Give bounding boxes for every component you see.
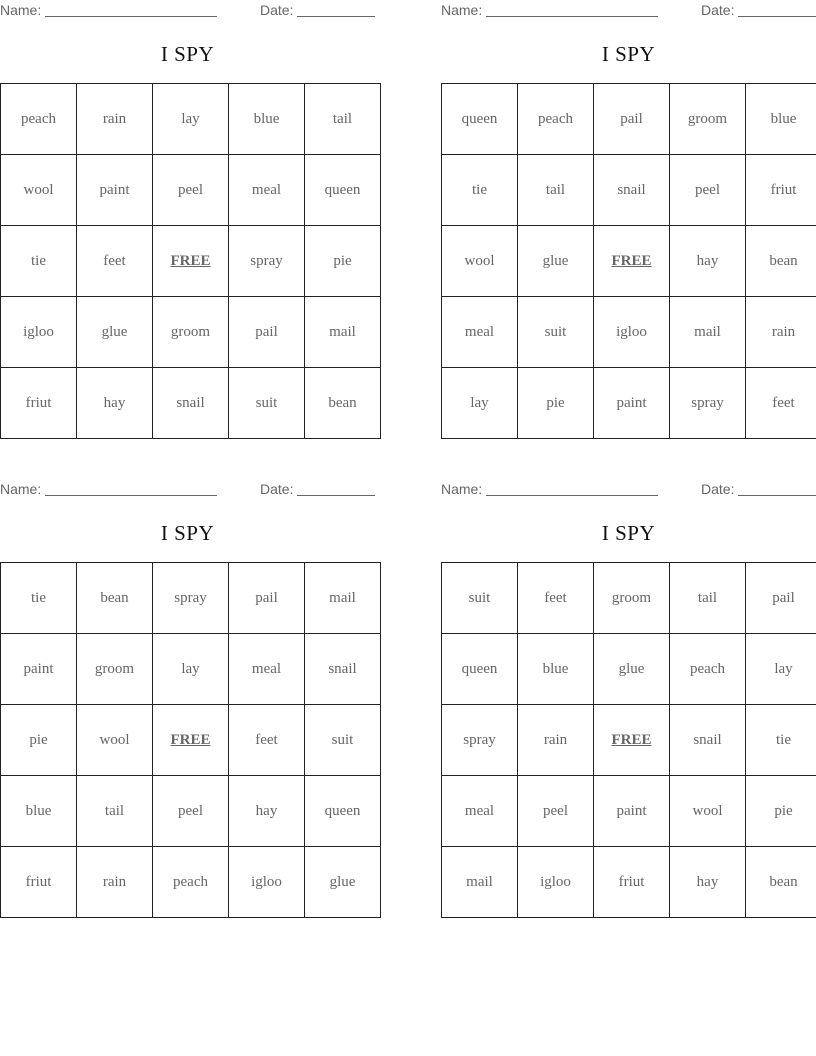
bingo-grid [0, 83, 381, 439]
word-cell[interactable]: pie [518, 368, 594, 439]
word-cell[interactable]: glue [305, 847, 381, 918]
word-cell[interactable]: bean [305, 368, 381, 439]
word-cell[interactable]: paint [77, 155, 153, 226]
word-cell[interactable]: feet [518, 563, 594, 634]
word-cell[interactable]: wool [77, 705, 153, 776]
word-cell[interactable]: tie [1, 226, 77, 297]
name-label: Name: [0, 481, 42, 497]
word-cell[interactable]: wool [670, 776, 746, 847]
word-cell[interactable]: peel [153, 776, 229, 847]
grid-row [442, 155, 816, 226]
word-cell[interactable]: peach [1, 84, 77, 155]
card-title: I SPY [601, 42, 656, 66]
word-cell[interactable]: hay [77, 368, 153, 439]
word-cell[interactable]: groom [670, 84, 746, 155]
word-cell[interactable]: peach [518, 84, 594, 155]
word-cell[interactable]: igloo [1, 297, 77, 368]
word-cell[interactable]: rain [77, 84, 153, 155]
word-cell[interactable]: rain [518, 705, 594, 776]
grid-row [442, 563, 816, 634]
word-cell[interactable]: snail [594, 155, 670, 226]
word-cell[interactable]: wool [1, 155, 77, 226]
card-title: I SPY [160, 42, 215, 66]
word-cell[interactable]: peach [153, 847, 229, 918]
word-cell[interactable]: mail [670, 297, 746, 368]
card-header [441, 479, 816, 499]
word-cell[interactable]: lay [153, 84, 229, 155]
bingo-card-1 [0, 0, 375, 411]
word-cell[interactable]: suit [229, 368, 305, 439]
word-cell[interactable]: bean [77, 563, 153, 634]
word-cell[interactable]: suit [442, 563, 518, 634]
word-cell[interactable]: meal [442, 297, 518, 368]
free-space-cell[interactable]: FREE [153, 226, 229, 297]
word-cell[interactable]: paint [594, 776, 670, 847]
word-cell[interactable]: bean [746, 847, 816, 918]
word-cell[interactable]: meal [442, 776, 518, 847]
word-cell[interactable]: glue [518, 226, 594, 297]
word-cell[interactable]: glue [77, 297, 153, 368]
bingo-grid [0, 562, 381, 918]
word-cell[interactable]: friut [1, 368, 77, 439]
word-cell[interactable]: spray [442, 705, 518, 776]
word-cell[interactable]: queen [305, 155, 381, 226]
word-cell[interactable]: bean [746, 226, 816, 297]
word-cell[interactable]: hay [229, 776, 305, 847]
date-blank-line[interactable] [738, 16, 816, 17]
word-cell[interactable]: peach [670, 634, 746, 705]
word-cell[interactable]: feet [77, 226, 153, 297]
word-cell[interactable]: spray [229, 226, 305, 297]
word-cell[interactable]: queen [442, 84, 518, 155]
word-cell[interactable]: paint [1, 634, 77, 705]
word-cell[interactable]: feet [229, 705, 305, 776]
word-cell[interactable]: rain [746, 297, 816, 368]
word-cell[interactable]: queen [305, 776, 381, 847]
word-cell[interactable]: blue [518, 634, 594, 705]
word-cell[interactable]: tail [518, 155, 594, 226]
bingo-card-4 [441, 479, 816, 890]
word-cell[interactable]: pie [746, 776, 816, 847]
word-cell[interactable]: peel [518, 776, 594, 847]
date-blank-line[interactable] [297, 16, 375, 17]
grid-row [1, 155, 381, 226]
word-cell[interactable]: pail [229, 563, 305, 634]
grid-row [442, 634, 816, 705]
word-cell[interactable]: tie [442, 155, 518, 226]
word-cell[interactable]: snail [670, 705, 746, 776]
word-cell[interactable]: pail [746, 563, 816, 634]
grid-row [1, 297, 381, 368]
name-label: Name: [0, 2, 42, 18]
bingo-grid [441, 562, 816, 918]
word-cell[interactable]: tail [670, 563, 746, 634]
grid-row [442, 368, 816, 439]
word-cell[interactable]: suit [305, 705, 381, 776]
word-cell[interactable]: queen [442, 634, 518, 705]
word-cell[interactable]: feet [746, 368, 816, 439]
name-label: Name: [441, 481, 483, 497]
word-cell[interactable]: snail [153, 368, 229, 439]
date-label: Date: [260, 2, 294, 18]
grid-row [442, 297, 816, 368]
word-cell[interactable]: peel [670, 155, 746, 226]
word-cell[interactable]: rain [77, 847, 153, 918]
word-cell[interactable]: wool [442, 226, 518, 297]
grid-row [1, 563, 381, 634]
word-cell[interactable]: mail [305, 563, 381, 634]
date-label: Date: [701, 481, 735, 497]
word-cell[interactable]: groom [77, 634, 153, 705]
date-blank-line[interactable] [297, 495, 375, 496]
grid-row [1, 84, 381, 155]
word-cell[interactable]: hay [670, 226, 746, 297]
date-blank-line[interactable] [738, 495, 816, 496]
grid-row [1, 634, 381, 705]
word-cell[interactable]: lay [442, 368, 518, 439]
card-header [441, 0, 816, 20]
word-cell[interactable]: mail [305, 297, 381, 368]
word-cell[interactable]: hay [670, 847, 746, 918]
bingo-card-3 [0, 479, 375, 890]
word-cell[interactable]: pail [229, 297, 305, 368]
grid-row [442, 705, 816, 776]
word-cell[interactable]: paint [594, 368, 670, 439]
word-cell[interactable]: pie [1, 705, 77, 776]
word-cell[interactable]: tail [305, 84, 381, 155]
card-header [0, 479, 375, 499]
grid-row [442, 847, 816, 918]
word-cell[interactable]: tie [746, 705, 816, 776]
grid-row [1, 705, 381, 776]
word-cell[interactable]: glue [594, 634, 670, 705]
card-header [0, 0, 375, 20]
word-cell[interactable]: lay [153, 634, 229, 705]
grid-row [1, 847, 381, 918]
grid-row [1, 226, 381, 297]
word-cell[interactable]: spray [153, 563, 229, 634]
word-cell[interactable]: lay [746, 634, 816, 705]
word-cell[interactable]: igloo [518, 847, 594, 918]
word-cell[interactable]: suit [518, 297, 594, 368]
bingo-card-2 [441, 0, 816, 411]
word-cell[interactable]: blue [229, 84, 305, 155]
word-cell[interactable]: meal [229, 634, 305, 705]
date-label: Date: [701, 2, 735, 18]
word-cell[interactable]: peel [153, 155, 229, 226]
grid-row [1, 368, 381, 439]
word-cell[interactable]: spray [670, 368, 746, 439]
word-cell[interactable]: blue [1, 776, 77, 847]
date-label: Date: [260, 481, 294, 497]
name-blank-line[interactable] [45, 16, 217, 17]
word-cell[interactable]: groom [594, 563, 670, 634]
free-space-cell[interactable]: FREE [594, 705, 670, 776]
bingo-grid [441, 83, 816, 439]
word-cell[interactable]: igloo [594, 297, 670, 368]
card-title: I SPY [160, 521, 215, 545]
name-blank-line[interactable] [486, 495, 658, 496]
word-cell[interactable]: friut [746, 155, 816, 226]
word-cell[interactable]: igloo [229, 847, 305, 918]
card-title: I SPY [601, 521, 656, 545]
word-cell[interactable]: tie [1, 563, 77, 634]
grid-row [442, 776, 816, 847]
free-space-cell[interactable]: FREE [594, 226, 670, 297]
word-cell[interactable]: pail [594, 84, 670, 155]
grid-row [442, 84, 816, 155]
word-cell[interactable]: groom [153, 297, 229, 368]
word-cell[interactable]: friut [594, 847, 670, 918]
word-cell[interactable]: tail [77, 776, 153, 847]
grid-row [442, 226, 816, 297]
word-cell[interactable]: friut [1, 847, 77, 918]
word-cell[interactable]: snail [305, 634, 381, 705]
word-cell[interactable]: mail [442, 847, 518, 918]
word-cell[interactable]: pie [305, 226, 381, 297]
name-blank-line[interactable] [486, 16, 658, 17]
grid-row [1, 776, 381, 847]
free-space-cell[interactable]: FREE [153, 705, 229, 776]
name-blank-line[interactable] [45, 495, 217, 496]
name-label: Name: [441, 2, 483, 18]
word-cell[interactable]: blue [746, 84, 816, 155]
word-cell[interactable]: meal [229, 155, 305, 226]
